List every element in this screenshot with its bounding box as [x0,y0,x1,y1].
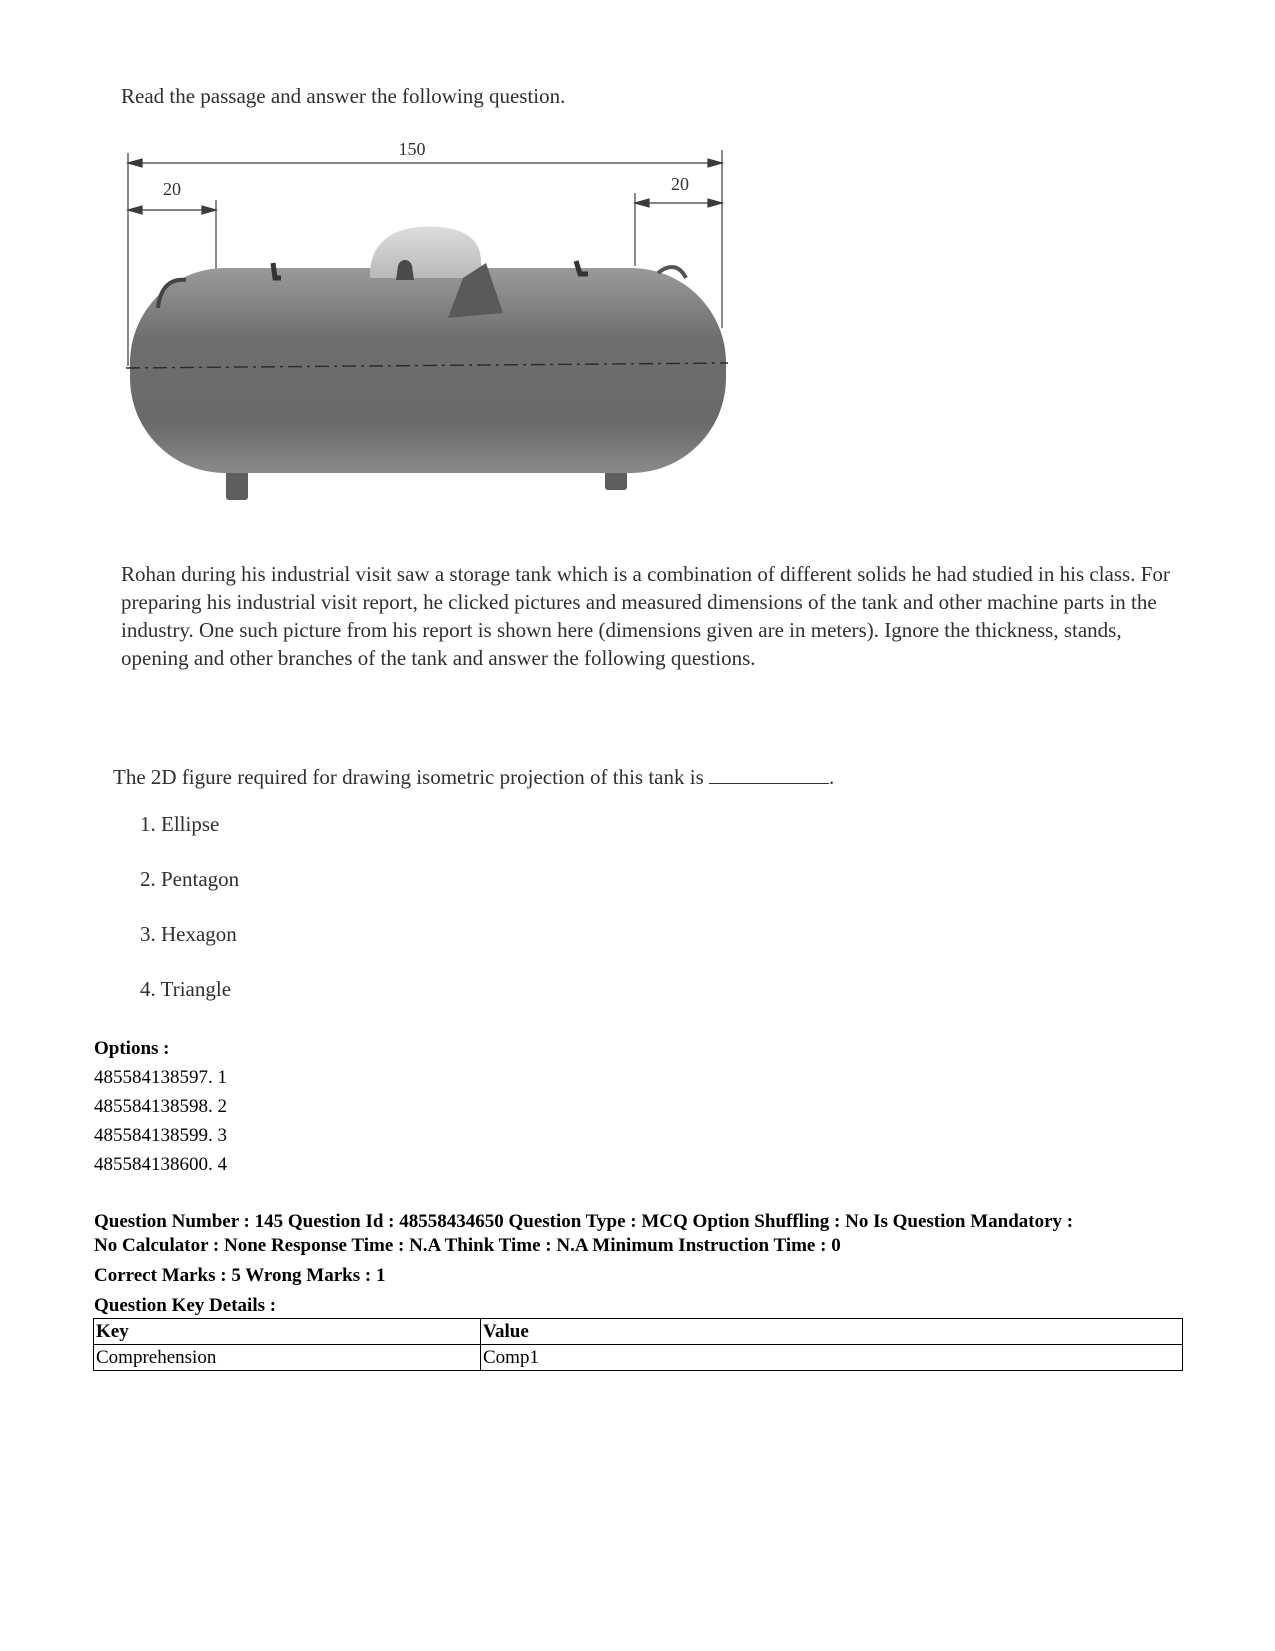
left-end-label: 20 [163,179,181,199]
tank-figure [118,138,768,538]
metadata-line-2: No Calculator : None Response Time : N.A Think Time : N.A Minimum Instruction Time : 0 [94,1235,841,1256]
passage-heading: Read the passage and answer the following question. [121,84,566,108]
answer-blank [709,765,829,784]
overall-length-label: 150 [398,139,426,159]
table-row [94,1345,1183,1371]
choice-item: 4. Triangle [140,977,232,1001]
tank-body [130,268,726,473]
tank-dome [370,226,481,278]
key-details-label: Question Key Details : [94,1295,277,1316]
question-stem [113,765,834,790]
choice-list [140,812,239,1032]
right-end-label: 20 [671,174,689,194]
header-key: Key [94,1319,481,1345]
options-block [94,1034,227,1179]
key-details-table [93,1318,1183,1371]
choice-item: 2. Pentagon [140,867,240,891]
choice-item: 1. Ellipse [140,812,220,836]
question-text: The 2D figure required for drawing isometric projection of this tank is [113,765,704,789]
choice-item: 3. Hexagon [140,922,237,946]
options-label: Options : [94,1038,170,1059]
passage-paragraph: Rohan during his industrial visit saw a storage tank which is a combination of different solids he had studied in his class. For preparing his industrial visit report, he clicked pictures and measured dimensions of the tank and other machine parts in the industry. One such picture from his report is shown here (dimensions given are in meters). Ignore the thickness, stands, opening and other branches of the tank and answer the following questions. [121,562,1170,670]
option-item: 485584138600. 4 [94,1154,227,1175]
table-header-row [94,1319,1183,1345]
metadata-line-1: Question Number : 145 Question Id : 48558434650 Question Type : MCQ Option Shuffling : No Is Question Mandatory : [94,1211,1074,1232]
question-end: . [829,765,835,789]
option-item: 485584138597. 1 [94,1067,227,1088]
question-metadata [94,1210,1194,1318]
cell-key: Comprehension [94,1345,481,1371]
option-item: 485584138598. 2 [94,1096,227,1117]
marks-line: Correct Marks : 5 Wrong Marks : 1 [94,1265,386,1286]
cell-value: Comp1 [481,1345,1183,1371]
header-value: Value [481,1319,1183,1345]
option-item: 485584138599. 3 [94,1125,227,1146]
